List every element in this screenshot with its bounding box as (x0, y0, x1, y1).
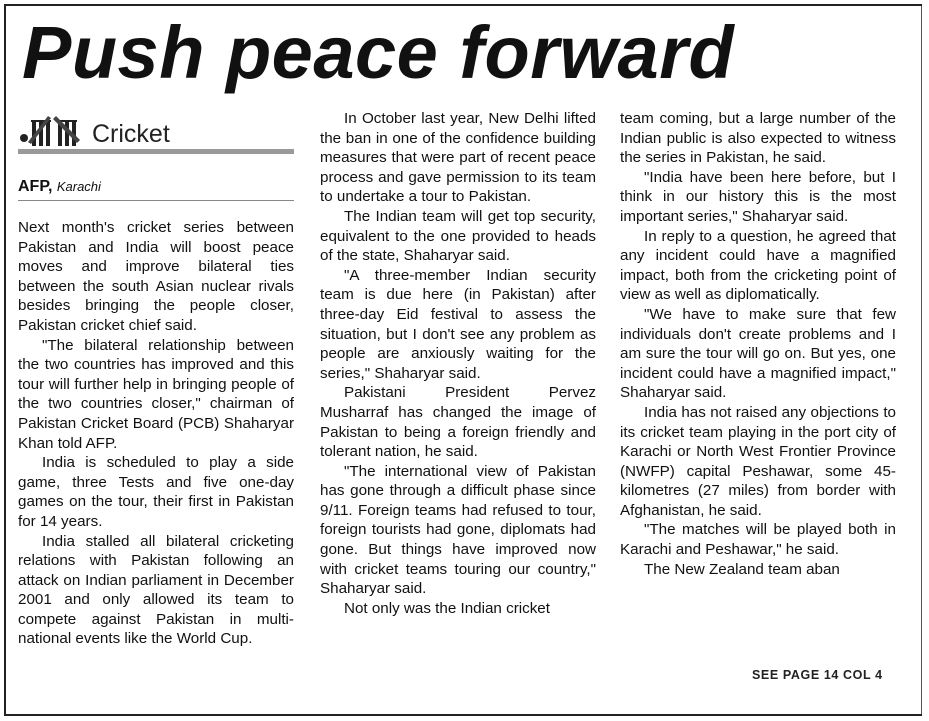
byline (18, 178, 294, 196)
paragraph: Not only was the Indian cricket (344, 599, 550, 617)
section-label: Cricket (92, 120, 170, 148)
article-column-2 (320, 109, 596, 618)
article-column-3 (620, 109, 896, 579)
paragraph: In October last year, New Delhi lifted the ban in one of the confidence building measures that were part of recent peace process and gave permission to its team to undertake a tour to Pakistan. (320, 110, 596, 206)
continuation-jump-line: SEE PAGE 14 COL 4 (752, 668, 883, 682)
paragraph: India stalled all bilateral cricketing relations with Pakistan following an attack on Indian parliament in December 2001 and only allowed its team to compete against Pakistan in multi-national events like the World Cup. (18, 532, 294, 648)
paragraph: India is scheduled to play a side game, three Tests and five one-day games on the tour, their first in Pakistan for 14 years. (18, 454, 294, 530)
paragraph: The Indian team will get top security, equivalent to the one provided to heads of the state, Shaharyar said. (320, 207, 596, 265)
article-column-1 (18, 218, 294, 649)
paragraph: Next month's cricket series between Pakistan and India will boost peace moves and improve bilateral ties between the south Asian nuclear rivals besides bringing the people closer, Pakistan cricket chief said. (18, 219, 294, 334)
paragraph: "The bilateral relationship between the two countries has improved and this tour will further help in bringing people of the two countries closer," chairman of Pakistan Cricket Board (PCB) Shaharyar Khan told AFP. (18, 336, 294, 452)
section-underline (18, 149, 294, 154)
paragraph: team coming, but a large number of the Indian public is also expected to witness the series in Pakistan, he said. (620, 110, 896, 167)
byline-agency: AFP, (18, 178, 53, 195)
paragraph: In reply to a question, he agreed that any incident could have a magnified impact, both from the cricketing point of view as well as diplomatically. (620, 227, 896, 304)
paragraph: "We have to make sure that few individuals don't create problems and I am sure the tour will go on. But yes, one incident could have a magnified impact," Shaharyar said. (620, 305, 896, 402)
paragraph: "India have been here before, but I think in our history this is the most important series," Shaharyar said. (620, 168, 896, 225)
cricket-wickets-bats-icon (18, 112, 88, 148)
paragraph: "The matches will be played both in Karachi and Peshawar," he said. (620, 521, 896, 559)
top-rule (4, 4, 922, 6)
paragraph: The New Zealand team aban (644, 560, 840, 578)
section-tag (18, 112, 294, 152)
paragraph: India has not raised any objections to its cricket team playing in the port city of Karachi or North West Frontier Province (NWFP) capital Peshawar, some 45-kilometres (27 miles) from border with Afghanistan, he said. (620, 403, 896, 519)
paragraph: "The international view of Pakistan has gone through a difficult phase since 9/11. Foreign teams had refused to tour, foreign tourists had gone, diplomats had gone. But things have improved now with cricket teams touring our country," Shaharyar said. (320, 462, 596, 598)
paragraph: Pakistani President Pervez Musharraf has changed the image of Pakistan to being a foreign friendly and tolerant nation, he said. (320, 384, 596, 461)
paragraph: "A three-member Indian security team is due here (in Pakistan) after three-day Eid festival to assess the situation, but I don't see any problem as people are anxiously waiting for the series," Shaharyar said. (320, 266, 596, 382)
byline-rule (18, 200, 294, 201)
headline: Push peace forward (22, 11, 735, 94)
byline-location: Karachi (56, 179, 101, 194)
bottom-rule (4, 714, 922, 716)
